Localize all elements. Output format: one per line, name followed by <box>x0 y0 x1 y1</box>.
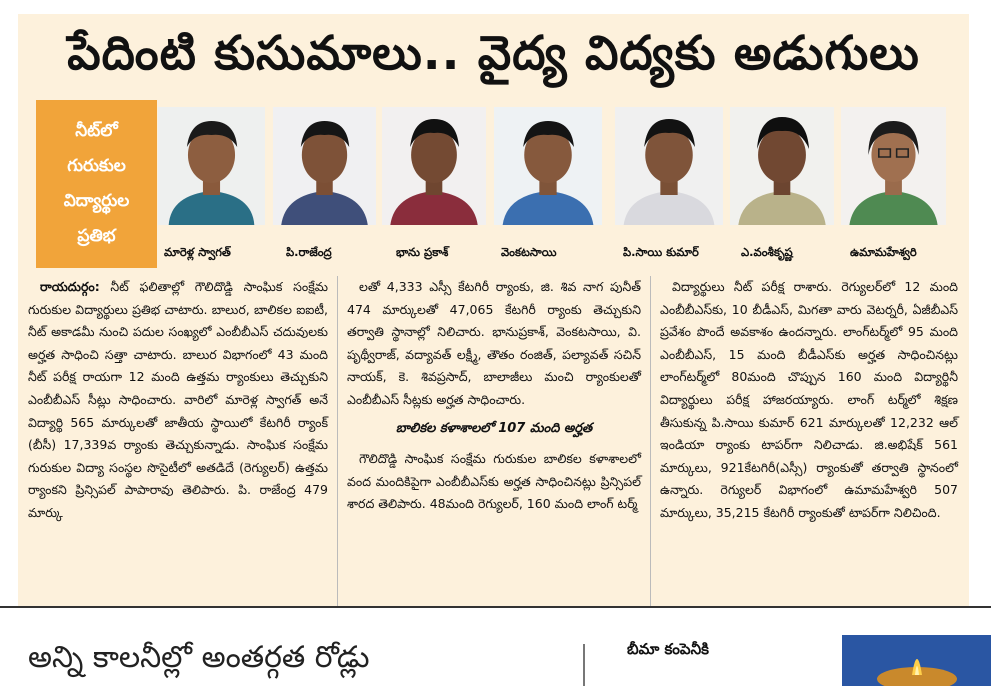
column-rule <box>337 276 338 606</box>
student-photo-vamsikrishna <box>730 107 834 225</box>
photo-caption: వెంకటసాయి <box>501 245 557 259</box>
news-article <box>18 14 969 606</box>
dateline: రాయదుర్గం: <box>40 279 100 294</box>
badge-line: విద్యార్థుల <box>63 191 130 211</box>
article-column-3 <box>660 276 958 525</box>
highlight-badge <box>36 100 157 268</box>
column-2-text: లతో 4,333 ఎస్సీ కేటగిరీ ర్యాంకు, జి. శివ నాగ పునీత్ 474 మార్కులతో 47,065 కేటగిరీ ర్యాంకు తెచ్చుకుని తర్వాతి స్థానాల్లో నిలిచారు. భానుప్రకాశ్, వెంకటసాయి, వి. పృథ్వీరాజ్, వద్యావత్ లక్ష్మీ, తౌతం రంజిత్, పల్యావత్ సచిన్ నాయక్, కె. శివప్రసాద్, బాలాజీలు మంచి ర్యాంకులతో ఎంబీబీఎస్ సీట్లకు అర్హత సాధించారు. <box>347 279 641 407</box>
photo-caption: మారెళ్ల స్వాగత్ <box>164 245 231 259</box>
article-subheading: బాలికల కళాశాలలో 107 మంది అర్హత <box>395 420 593 436</box>
column-2-text-continued: గౌలిదొడ్డి సాంఘిక సంక్షేమ గురుకుల బాలికల కళాశాలలో వంద మందికిపైగా ఎంబీబీఎస్‌కు అర్హత సాధించినట్లు ప్రిన్సిపల్ శారద తెలిపారు. 48మంది రెగ్యులర్, 160 మంది లాంగ్ టర్మ్ <box>347 451 641 512</box>
column-rule <box>583 644 585 686</box>
article-headline: పేదింటి కుసుమాలు.. వైద్య విద్యకు అడుగులు <box>67 26 920 81</box>
article-column-2 <box>347 276 641 516</box>
column-3-text: విద్యార్థులు నీట్ పరీక్ష రాశారు. రెగ్యులర్‌లో 12 మంది ఎంబీబీఎస్‌కు, 10 బీడీఎస్, మిగతా వారు వెటర్నరీ, ఏజీబీఎస్ ప్రవేశం పొందే అవకాశం ఉందన్నారు. లాంగ్‌టర్మ్‌లో 95 మంది ఎంబీబీఎస్, 15 మంది బీడీఎస్‌కు అర్హత సాధించినట్లు లాంగ్‌టర్మ్‌లో 80మంది చొప్పున 160 మంది విద్యార్థినీ విద్యార్థులు పరీక్ష హాజరయ్యారు. లాంగ్ టర్మ్‌లో శిక్షణ తీసుకున్న పి.సాయి కుమార్ 621 మార్కులతో 12,232 ఆల్ ఇండియా ర్యాంకు టాపర్‌గా నిలిచాడు. జి.అభిషేక్ 561 మార్కులు, 921కేటగిరీ(ఎస్సీ) ర్యాంకుతో తర్వాతి స్థానంలో ఉన్నారు. రెగ్యులర్ విభాగంలో ఉమామహేశ్వరి 507 మార్కులు, 35,215 కేటగిరీ ర్యాంకుతో టాపర్‌గా నిలిచింది. <box>660 279 958 520</box>
student-photo-swagath <box>158 107 265 225</box>
badge-line: ప్రతిభ <box>77 226 116 246</box>
article-column-1 <box>28 276 328 525</box>
photo-caption: ఎ.వంశీకృష్ణ <box>741 245 793 259</box>
photo-caption: పి.సాయి కుమార్ <box>623 245 699 259</box>
student-photo-sai-kumar <box>615 107 723 225</box>
column-rule <box>650 276 651 606</box>
lamp-advertisement-image <box>842 635 991 686</box>
student-photo-umamaheswari <box>841 107 946 225</box>
student-photo-venkatasai <box>494 107 602 225</box>
photo-caption: భాను ప్రకాశ్ <box>396 245 449 259</box>
section-divider <box>0 606 991 608</box>
next-story-headline: అన్ని కాలనీల్లో అంతర్గత రోడ్లు <box>28 640 370 675</box>
side-story-headline: బీమా కంపెనీకి <box>627 640 709 658</box>
badge-line: గురుకుల <box>67 156 126 176</box>
student-photo-bhanu-prakash <box>382 107 486 225</box>
photo-caption: ఉమామహేశ్వరి <box>850 245 917 259</box>
badge-line: నీట్‌లో <box>75 121 118 141</box>
student-photo-rajendra <box>273 107 376 225</box>
column-1-text: నీట్ ఫలితాల్లో గౌలిదొడ్డి సాంఘిక సంక్షేమ గురుకుల విద్యార్థులు ప్రతిభ చాటారు. బాలుర, బాలికల ఐఐటీ, నీట్ అకాడమీ నుంచి పదుల సంఖ్యలో ఎంబీబీఎస్ చదువులకు అర్హత సాధించి సత్తా చాటారు. బాలుర విభాగంలో 43 మంది నీట్ పరీక్ష రాయగా 12 మంది ఉత్తమ ర్యాంకులు తెచ్చుకుని ఎంబీబీఎస్ సీట్లు సాధించారు. వారిలో మారెళ్ల స్వాగత్ అనే విద్యార్థి 565 మార్కులతో జాతీయ స్థాయిలో కేటగిరీ ర్యాంక్ (బీసీ) 17,339వ ర్యాంకు తెచ్చుకున్నాడు. సాంఘిక సంక్షేమ గురుకుల విద్యా సంస్థల సొసైటీలో అతడిదే (రెగ్యులర్) ఉత్తమ ర్యాంకని ప్రిన్సిపల్ పాపారావు తెలిపారు. పి. రాజేంద్ర 479 మార్కు <box>28 279 328 520</box>
photo-caption: పి.రాజేంద్ర <box>286 245 332 259</box>
